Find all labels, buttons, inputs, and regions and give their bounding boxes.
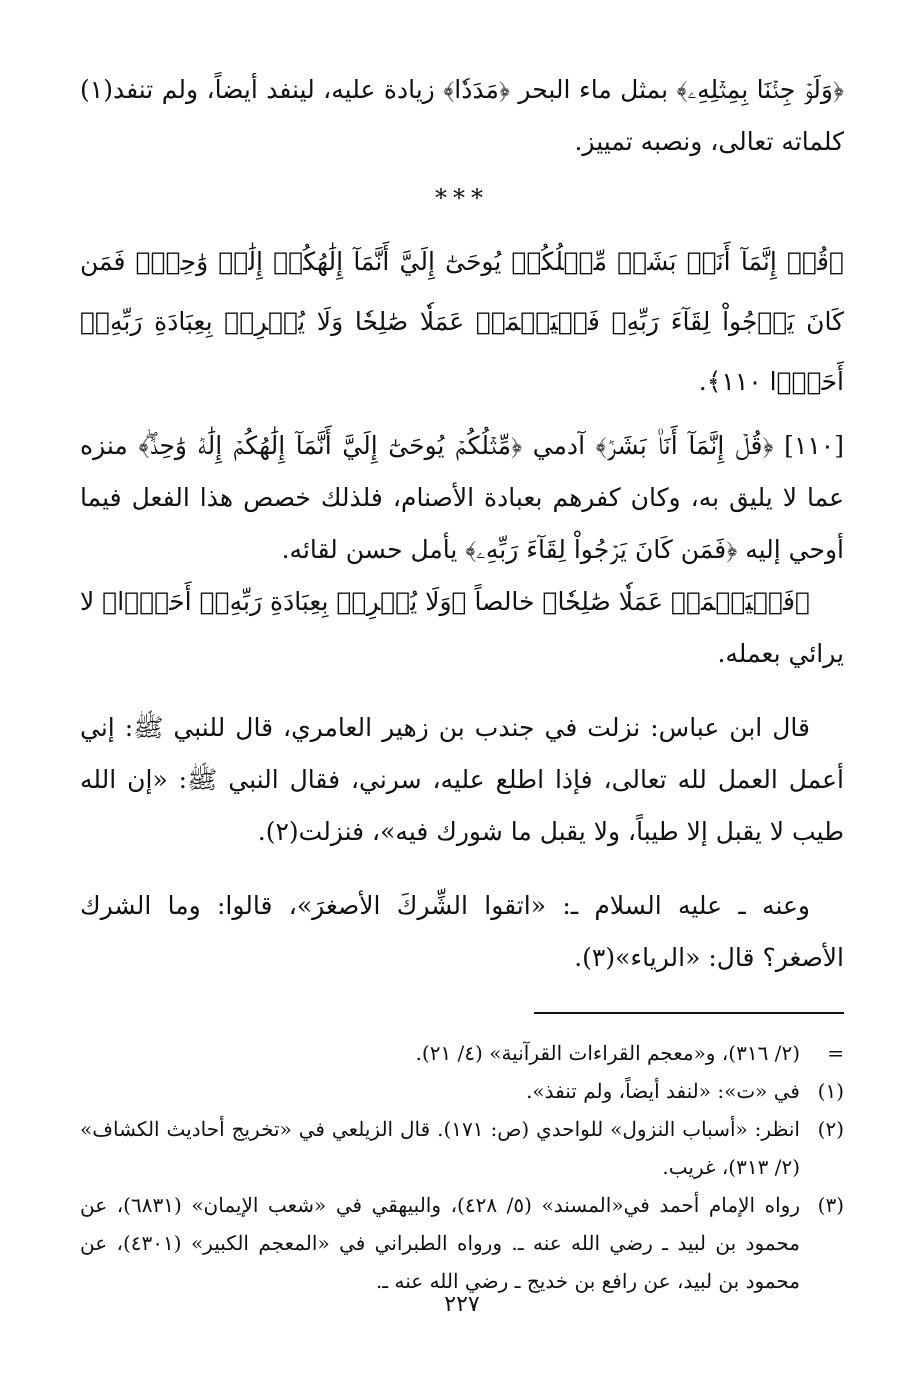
footnote-text: رواه الإمام أحمد في«المسند» (٥/ ٤٢٨)، والبيهقي في «شعب الإيمان» (٦٨٣١)، عن محمود بن لبيد ـ رضي الله عنه ـ. ورواه الطبراني في «المعجم الكبير» (٤٣٠١)، عن محمود بن لبيد، عن رافع بن خديج ـ رضي الله عنه ـ. <box>80 1193 800 1293</box>
footnote-marker: (١) <box>817 1079 844 1103</box>
footnote-text: في «ت»: «لنفد أيضاً، ولم تنفذ». <box>526 1079 800 1103</box>
paragraph-verse-110-commentary: [١١٠] ﴿قُلۡ إِنَّمَآ أَنَا۠ بَشَرٞ﴾ آدمي ﴿مِّثۡلُكُمۡ يُوحَىٰٓ إِلَيَّ أَنَّمَآ إِلَٰهُكُمۡ إِلَٰهٞ وَٰحِدٞۖ﴾ منزه عما لا يليق به، وكان كفرهم بعبادة الأصنام، فلذلك خصص هذا الفعل فيما أوحي إليه ﴿فَمَن كَانَ يَرۡجُواْ لِقَآءَ رَبِّهِۦ﴾ يأمل حسن لقائه. <box>80 431 844 564</box>
footnote-2 <box>80 1110 844 1186</box>
paragraph-tafsir-continuation: ﴿وَلَوۡ جِئۡنَا بِمِثۡلِهِۦ﴾ بمثل ماء البحر ﴿مَدَدٗا﴾ زيادة عليه، لينفد أيضاً، ولم تنفد(١) كلماته تعالى، ونصبه تمييز. <box>80 75 844 156</box>
footnote-1 <box>80 1072 844 1110</box>
footnote-continuation <box>80 1034 844 1072</box>
page-body <box>80 64 844 1317</box>
footnote-3 <box>80 1186 844 1300</box>
section-separator: *** <box>435 184 489 212</box>
paragraph-minor-shirk-hadith: وعنه ـ عليه السلام ـ: «اتقوا الشِّركَ الأصغرَ»، قالوا: وما الشرك الأصغر؟ قال: «الرياء»(٣). <box>80 891 844 972</box>
footnote-marker: (٣) <box>817 1193 844 1217</box>
footnote-text: انظر: «أسباب النزول» للواحدي (ص: ١٧١). قال الزيلعي في «تخريج أحاديث الكشاف» (٢/ ٣١٣)، غريب. <box>80 1117 800 1179</box>
footnote-marker: = <box>827 1041 844 1065</box>
page-number: ٢٢٧ <box>444 1292 480 1317</box>
footnote-text: (٢/ ٣١٦)، و«معجم القراءات القرآنية» (٤/ ٢١). <box>415 1041 800 1065</box>
quran-verse-110: ﴿قُلۡ إِنَّمَآ أَنَا۠ بَشَرٞ مِّثۡلُكُمۡ يُوحَىٰٓ إِلَيَّ أَنَّمَآ إِلَٰهُكُمۡ إِلَٰهٞ وَٰحِدٞۖ فَمَن كَانَ يَرۡجُواْ لِقَآءَ رَبِّهِۦ فَلۡيَعۡمَلۡ عَمَلٗا صَٰلِحٗا وَلَا يُشۡرِكۡ بِعِبَادَةِ رَبِّهِۦٓ أَحَدَۢا ١١٠﴾. <box>80 247 844 396</box>
footnotes <box>80 1034 844 1300</box>
footnote-marker: (٢) <box>817 1117 844 1141</box>
footnote-divider <box>534 1012 844 1014</box>
paragraph-righteous-deeds: ﴿فَلۡيَعۡمَلۡ عَمَلٗا صَٰلِحٗا﴾ خالصاً ﴿وَلَا يُشۡرِكۡ بِعِبَادَةِ رَبِّهِۦٓ أَحَدَۢا﴾ لا يرائي بعمله. <box>80 587 844 668</box>
paragraph-ibn-abbas-narration: قال ابن عباس: نزلت في جندب بن زهير العامري، قال للنبي ﷺ: إني أعمل العمل لله تعالى، فإذا اطلع عليه، سرني، فقال النبي ﷺ: «إن الله طيب لا يقبل إلا طيباً، ولا يقبل ما شورك فيه»، فنزلت(٢). <box>80 713 844 846</box>
